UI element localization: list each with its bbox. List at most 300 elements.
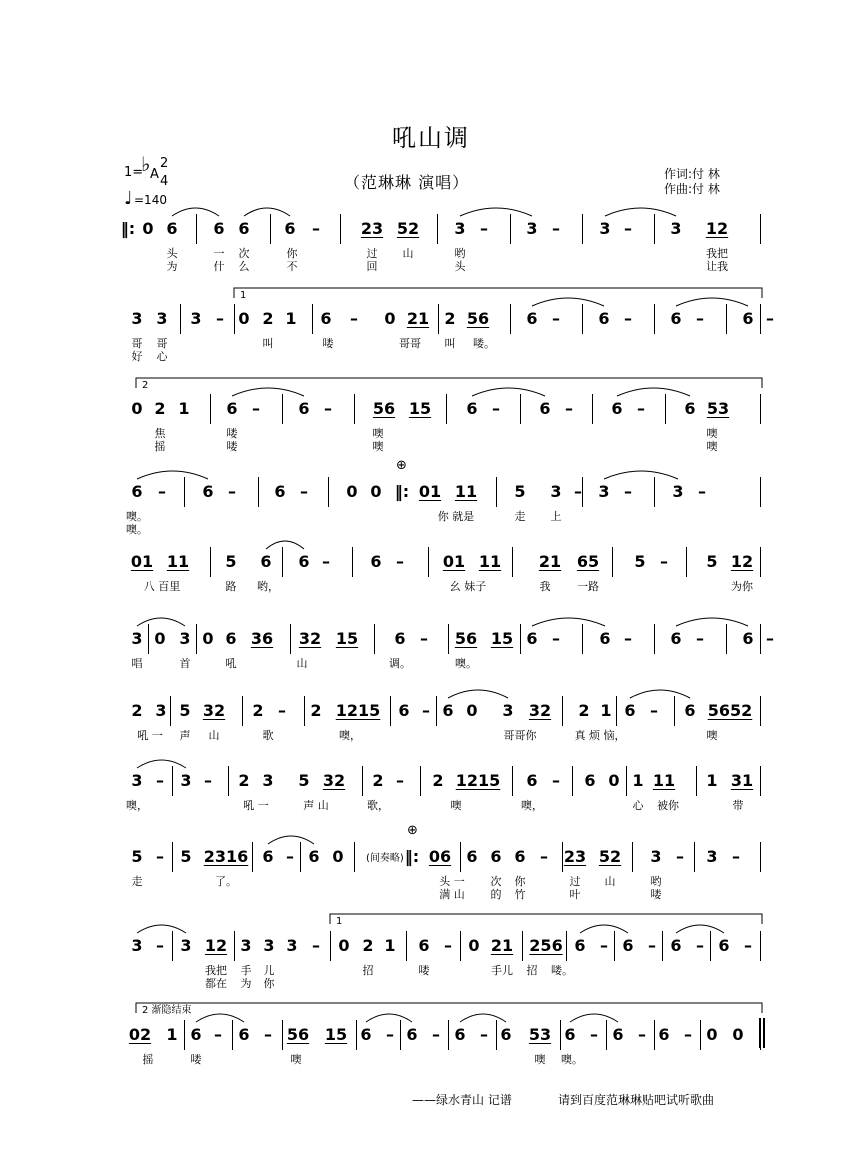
lyric-verse-1: 噢 [706,729,718,742]
volta-bracket [234,288,762,298]
note: 6 [190,1025,202,1044]
lyric-verse-2: 回 [366,260,378,273]
note: 01 [418,482,442,501]
lyric-verse-1: 噢， [126,799,148,812]
lyric-verse-1: 手 [240,964,252,977]
dash-mark: – [638,1025,646,1044]
dash-mark: – [214,1025,222,1044]
lyric-verse-1: 噢 [450,799,462,812]
dash-mark: – [350,309,358,328]
slur [580,925,628,933]
slur [460,208,532,216]
lyric-verse-1: 歌 [262,729,274,742]
note: 0 [468,936,480,955]
lyric-verse-1: 招 [526,964,538,977]
note: 2 [131,701,143,720]
note: 56 [286,1025,310,1044]
lyric-verse-1: 山 [208,729,220,742]
note: 6 [612,1025,624,1044]
note: 256 [529,936,563,955]
note: 15 [490,629,514,648]
note: 52 [598,847,622,866]
note: 6 [298,399,310,418]
lyric-verse-1: 了。 [215,875,237,888]
slur [268,836,314,844]
lyric-verse-2: 喽 [226,440,238,453]
note: 3 [131,771,143,790]
note: 11 [454,482,478,501]
lyric-verse-1: 你 [514,875,526,888]
note: 2 [444,309,456,328]
note: 1 [632,771,644,790]
lyricist-credit: 作词:付 林 [664,167,720,181]
slur [366,1014,412,1022]
note: 3 [454,219,466,238]
note: 6 [131,482,143,501]
note: 3 [131,629,143,648]
dash-mark: – [650,701,658,720]
note: 6 [238,219,250,238]
final-barline [760,1018,764,1048]
note: 1 [706,771,718,790]
slur [617,388,690,396]
lyric-verse-1: 噢， [521,799,543,812]
note: 1 [178,399,190,418]
note: 15 [324,1025,348,1044]
composer-credit: 作曲:付 林 [664,182,720,196]
dash-mark: – [286,847,294,866]
lyric-verse-1: 你 就是 [437,510,475,523]
note: 6 [225,629,237,648]
lyric-verse-1: 我把 [205,964,227,977]
lyric-verse-1: 哥哥 [399,337,421,350]
slur [605,208,676,216]
dash-mark: – [396,552,404,571]
dash-mark: – [696,936,704,955]
note: 3 [263,936,275,955]
note: 0 [732,1025,744,1044]
note: 6 [742,629,754,648]
dash-mark: – [300,482,308,501]
note: 1 [384,936,396,955]
dash-mark: – [552,309,560,328]
dash-mark: – [766,309,774,328]
volta-label: 1 [336,916,343,927]
dash-mark: – [312,219,320,238]
page-title: 吼山调 [392,124,470,152]
dash-mark: – [158,482,166,501]
key-label: 1= [124,165,144,180]
repeat-sign: ‖: [394,482,410,501]
lyric-verse-2: 都在 [205,977,227,990]
lyric-verse-2: 你 [263,977,275,990]
lyric-verse-1: 叫 [262,337,274,350]
slur [232,388,304,396]
note: 6 [262,847,274,866]
note: 01 [130,552,154,571]
note: 2 [238,771,250,790]
note: 0 [238,309,250,328]
note: 02 [128,1025,152,1044]
note: 2 [432,771,444,790]
lyric-verse-1: 被你 [657,799,679,812]
dash-mark: – [322,552,330,571]
slur [448,690,508,698]
note: 6 [213,219,225,238]
note: 21 [490,936,514,955]
dash-mark: – [565,399,573,418]
dash-mark: – [278,701,286,720]
dash-mark: – [766,629,774,648]
note: 6 [599,629,611,648]
lyric-verse-1: 带 [732,799,744,812]
note: 6 [202,482,214,501]
dash-mark: – [216,309,224,328]
note: 56 [466,309,490,328]
note: 2 [372,771,384,790]
lyric-verse-1: 手儿 [491,964,513,977]
note: 6 [598,309,610,328]
lyric-verse-1: 喽。 [551,964,573,977]
lyric-verse-1: 吼 一 [243,799,269,812]
lyric-verse-1: 叫 [444,337,456,350]
dash-mark: – [420,629,428,648]
dash-mark: – [600,936,608,955]
dash-mark: – [432,1025,440,1044]
note: 3 [180,771,192,790]
note: 56 [372,399,396,418]
note: 1 [285,309,297,328]
note: 36 [250,629,274,648]
note: 6 [284,219,296,238]
note: 6 [670,936,682,955]
slur [676,925,724,933]
note: 12 [730,552,754,571]
note: 6 [718,936,730,955]
lyric-verse-1: 山 [296,657,308,670]
note: 5 [514,482,526,501]
dash-mark: – [637,399,645,418]
lyric-verse-2: 噢。 [126,523,148,536]
note: 6 [320,309,332,328]
lyric-verse-1: 喽 [190,1053,202,1066]
slur [172,208,219,216]
note: 1215 [335,701,381,720]
lyric-verse-2: 心 [156,350,168,363]
lyric-verse-2: 好 [131,350,143,363]
note: 6 [260,552,272,571]
lyric-verse-1: 喽 [322,337,334,350]
note: 6 [308,847,320,866]
lyric-verse-1: 次 [490,875,502,888]
dash-mark: – [156,847,164,866]
note: 1215 [455,771,501,790]
lyric-verse-1: 走 [131,875,143,888]
lyric-verse-2: 竹 [514,888,526,901]
note: 0 [466,701,478,720]
dash-mark: – [228,482,236,501]
dash-mark: – [312,936,320,955]
dash-mark: – [386,1025,394,1044]
note: 5 [706,552,718,571]
note: 0 [202,629,214,648]
note: 6 [166,219,178,238]
note: 6 [454,1025,466,1044]
note: 2 [262,309,274,328]
dash-mark: – [480,219,488,238]
lyric-verse-1: 走 [514,510,526,523]
lyric-verse-1: 山 [402,247,414,260]
slur [137,925,186,933]
note: 21 [406,309,430,328]
lyric-verse-1: 首 [179,657,191,670]
note: 1 [600,701,612,720]
note: 3 [131,936,143,955]
note: 6 [624,701,636,720]
slur [532,298,604,306]
lyric-verse-1: 我 [539,580,551,593]
volta-bracket [136,378,762,388]
dash-mark: – [422,701,430,720]
note: 0 [384,309,396,328]
note: 6 [574,936,586,955]
note: 3 [526,219,538,238]
lyric-verse-1: 喽 [226,427,238,440]
dash-mark: – [540,847,548,866]
lyric-verse-2: 摇 [154,440,166,453]
note: 6 [584,771,596,790]
lyric-verse-1: 心 [632,799,644,812]
dash-mark: – [396,771,404,790]
dash-mark: – [590,1025,598,1044]
note: 32 [322,771,346,790]
lyric-verse-1: 过 [569,875,581,888]
note: 6 [539,399,551,418]
note: 52 [396,219,420,238]
note: 12 [705,219,729,238]
note: 6 [442,701,454,720]
dash-mark: – [744,936,752,955]
note: 0 [131,399,143,418]
lyric-verse-1: 唱 [131,657,143,670]
note: 5 [131,847,143,866]
lyric-verse-1: 噢， [339,729,361,742]
note: 5 [634,552,646,571]
lyric-verse-2: 让我 [706,260,728,273]
key-letter: A [150,167,159,182]
note: 6 [514,847,526,866]
note: 6 [238,1025,250,1044]
dash-mark: – [624,309,632,328]
note: 3 [131,309,143,328]
note: 06 [428,847,452,866]
slur [472,388,545,396]
lyric-verse-1: 噢。 [455,657,477,670]
dash-mark: – [264,1025,272,1044]
lyric-verse-2: 头 [454,260,466,273]
note: 5652 [707,701,753,720]
slur [676,618,748,626]
slur [137,618,185,626]
lyric-verse-2: 叶 [569,888,581,901]
lyric-verse-1: 为你 [731,580,753,593]
note: 6 [360,1025,372,1044]
lyric-verse-1: 噢 [290,1053,302,1066]
note: 32 [202,701,226,720]
note: 5 [225,552,237,571]
dash-mark: – [624,482,632,501]
dash-mark: – [204,771,212,790]
dash-mark: – [648,936,656,955]
note: 2 [578,701,590,720]
lyric-verse-1: 吼 [225,657,237,670]
volta-bracket [330,914,762,924]
note: 3 [599,219,611,238]
slur [604,471,678,479]
note: 15 [408,399,432,418]
dash-mark: – [574,482,582,501]
note: 21 [538,552,562,571]
note: 6 [526,629,538,648]
lyric-verse-1: 我把 [706,247,728,260]
note: 6 [670,629,682,648]
note: 56 [454,629,478,648]
lyric-verse-1: 头 一 [439,875,465,888]
note: 3 [502,701,514,720]
lyric-verse-1: 噢 [372,427,384,440]
coda-sign-1: ⊕ [396,458,407,473]
note: 11 [652,771,676,790]
slur [460,1014,506,1022]
time-signature-bottom: 4 [160,174,169,189]
lyric-verse-1: 焦 [154,427,166,440]
volta-label: 2 [142,380,149,391]
lyric-verse-1: 一 [213,247,225,260]
note: 3 [670,219,682,238]
lyric-verse-1: 哥 [156,337,168,350]
note: 6 [490,847,502,866]
dash-mark: – [676,847,684,866]
note: 6 [684,701,696,720]
dash-mark: – [480,1025,488,1044]
note: 3 [672,482,684,501]
slur [676,298,748,306]
lyric-verse-1: 幺 妹子 [449,580,487,593]
note: 6 [564,1025,576,1044]
note: 3 [550,482,562,501]
tempo-marking: =140 [134,193,167,207]
dash-mark: – [698,482,706,501]
note: 6 [670,309,682,328]
note: 3 [286,936,298,955]
note: 15 [335,629,359,648]
note: 6 [500,1025,512,1044]
lyric-verse-2: 喽 [650,888,662,901]
note: 0 [332,847,344,866]
lyric-verse-1: 吼 一 [137,729,163,742]
lyric-verse-1: 一路 [577,580,599,593]
note: 53 [706,399,730,418]
note: 6 [370,552,382,571]
slur [137,760,186,768]
dash-mark: – [660,552,668,571]
note: 3 [598,482,610,501]
lyric-verse-1: 次 [238,247,250,260]
note: 0 [706,1025,718,1044]
lyric-verse-1: 八 百里 [143,580,181,593]
slur [244,208,290,216]
lyric-verse-1: 哟， [257,580,279,593]
lyric-verse-1: 声 山 [303,799,329,812]
lyric-verse-2: 不 [286,260,298,273]
dash-mark: – [552,629,560,648]
lyric-verse-1: 噢 [534,1053,546,1066]
lyric-verse-2: 为 [240,977,252,990]
note: 3 [262,771,274,790]
lyric-verse-2: 噢 [706,440,718,453]
note: 0 [338,936,350,955]
lyric-verse-1: 路 [225,580,237,593]
note: 32 [528,701,552,720]
coda-sign-2: ⊕ [407,823,418,838]
note: 6 [406,1025,418,1044]
lyric-verse-1: 头 [166,247,178,260]
note: 3 [190,309,202,328]
note: 23 [360,219,384,238]
note: 12 [204,936,228,955]
lyric-verse-1: 哟 [454,247,466,260]
note: 0 [608,771,620,790]
lyric-verse-2: 什 [213,260,225,273]
lyric-verse-1: 噢。 [126,510,148,523]
note: 6 [418,936,430,955]
note: 3 [240,936,252,955]
dash-mark: – [624,629,632,648]
note: 5 [298,771,310,790]
note: 2316 [203,847,249,866]
lyric-verse-2: 的 [490,888,502,901]
slur [137,471,208,479]
note: 53 [528,1025,552,1044]
note: 6 [466,847,478,866]
note: 3 [156,309,168,328]
lyric-verse-1: 调。 [389,657,411,670]
note: 5 [179,701,191,720]
lyric-verse-1: 噢。 [561,1053,583,1066]
lyric-verse-1: 哥 [131,337,143,350]
dash-mark: – [492,399,500,418]
performer-subtitle: （范琳琳 演唱） [344,173,470,192]
dash-mark: – [552,771,560,790]
note: 6 [394,629,406,648]
lyric-verse-1: 喽 [418,964,430,977]
volta-label: 1 [240,290,247,301]
note: 6 [398,701,410,720]
dash-mark: – [624,219,632,238]
note: 2 [252,701,264,720]
lyric-verse-1: 招 [362,964,374,977]
volta-bracket [136,1003,762,1013]
dash-mark: – [156,771,164,790]
lyric-verse-1: 真 烦 恼， [574,729,626,742]
dash-mark: – [696,629,704,648]
note: 6 [526,309,538,328]
dash-mark: – [684,1025,692,1044]
dash-mark: – [696,309,704,328]
dash-mark: – [156,936,164,955]
note: 0 [142,219,154,238]
flat-sign: ♭ [141,152,151,176]
